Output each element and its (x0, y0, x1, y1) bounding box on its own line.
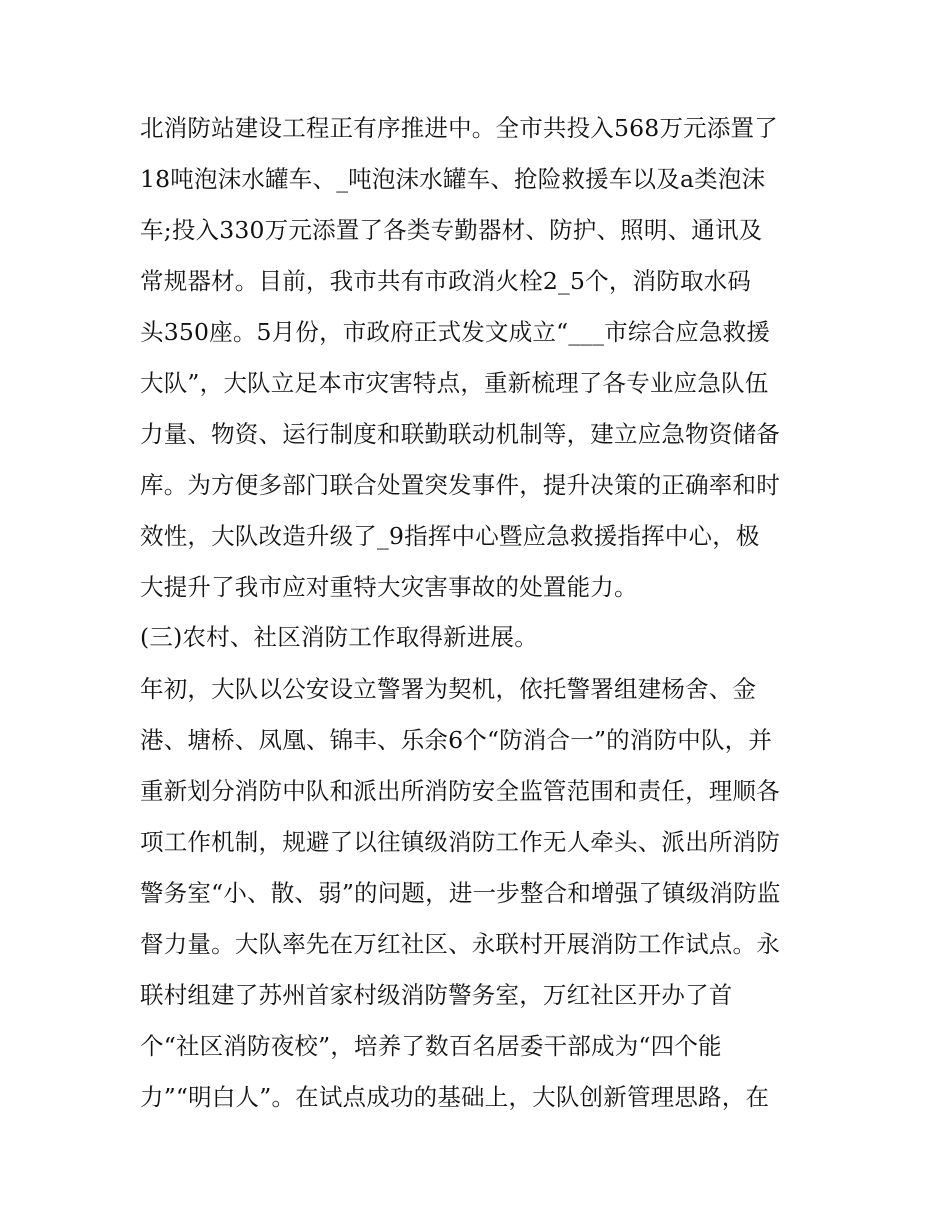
text-line: 车;投入330万元添置了各类专勤器材、防护、照明、通讯及 (140, 216, 763, 244)
text-line: 项工作机制，规避了以往镇级消防工作无人牵头、派出所消防 (140, 828, 780, 856)
text-line: 北消防站建设工程正有序推进中。全市共投入568万元添置了 (140, 114, 778, 142)
text-line: 年初，大队以公安设立警署为契机，依托警署组建杨舍、金 (140, 675, 757, 703)
text-line: 联村组建了苏州首家村级消防警务室，万红社区开办了首 (140, 981, 733, 1009)
text-line: 督力量。大队率先在万红社区、永联村开展消防工作试点。永 (140, 930, 780, 958)
text-line: 大队”，大队立足本市灾害特点，重新梳理了各专业应急队伍 (140, 369, 769, 397)
text-line: 力量、物资、运行制度和联勤联动机制等，建立应急物资储备 (140, 420, 780, 448)
text-line: 警务室“小、散、弱”的问题，进一步整合和增强了镇级消防监 (140, 879, 781, 907)
section-heading: (三)农村、社区消防工作取得新进展。 (140, 623, 538, 651)
text-line: 港、塘桥、凤凰、锦丰、乐余6个“防消合一”的消防中队，并 (140, 726, 773, 754)
text-line: 大提升了我市应对重特大灾害事故的处置能力。 (140, 573, 638, 601)
text-line: 常规器材。目前，我市共有市政消火栓2_5个，消防取水码 (140, 267, 752, 295)
text-line: 重新划分消防中队和派出所消防安全监管范围和责任，理顺各 (140, 777, 780, 805)
text-line: 力”“明白人”。在试点成功的基础上，大队创新管理思路，在 (140, 1083, 770, 1111)
text-line: 18吨泡沫水罐车、_吨泡沫水罐车、抢险救援车以及a类泡沫 (140, 165, 766, 193)
text-line: 库。为方便多部门联合处置突发事件，提升决策的正确率和时 (140, 471, 780, 499)
text-line: 个“社区消防夜校”，培养了数百名居委干部成为“四个能 (140, 1032, 722, 1060)
text-line: 头350座。5月份，市政府正式发文成立“___市综合应急救援 (140, 318, 771, 346)
text-line: 效性，大队改造升级了_9指挥中心暨应急救援指挥中心，极 (140, 522, 760, 550)
